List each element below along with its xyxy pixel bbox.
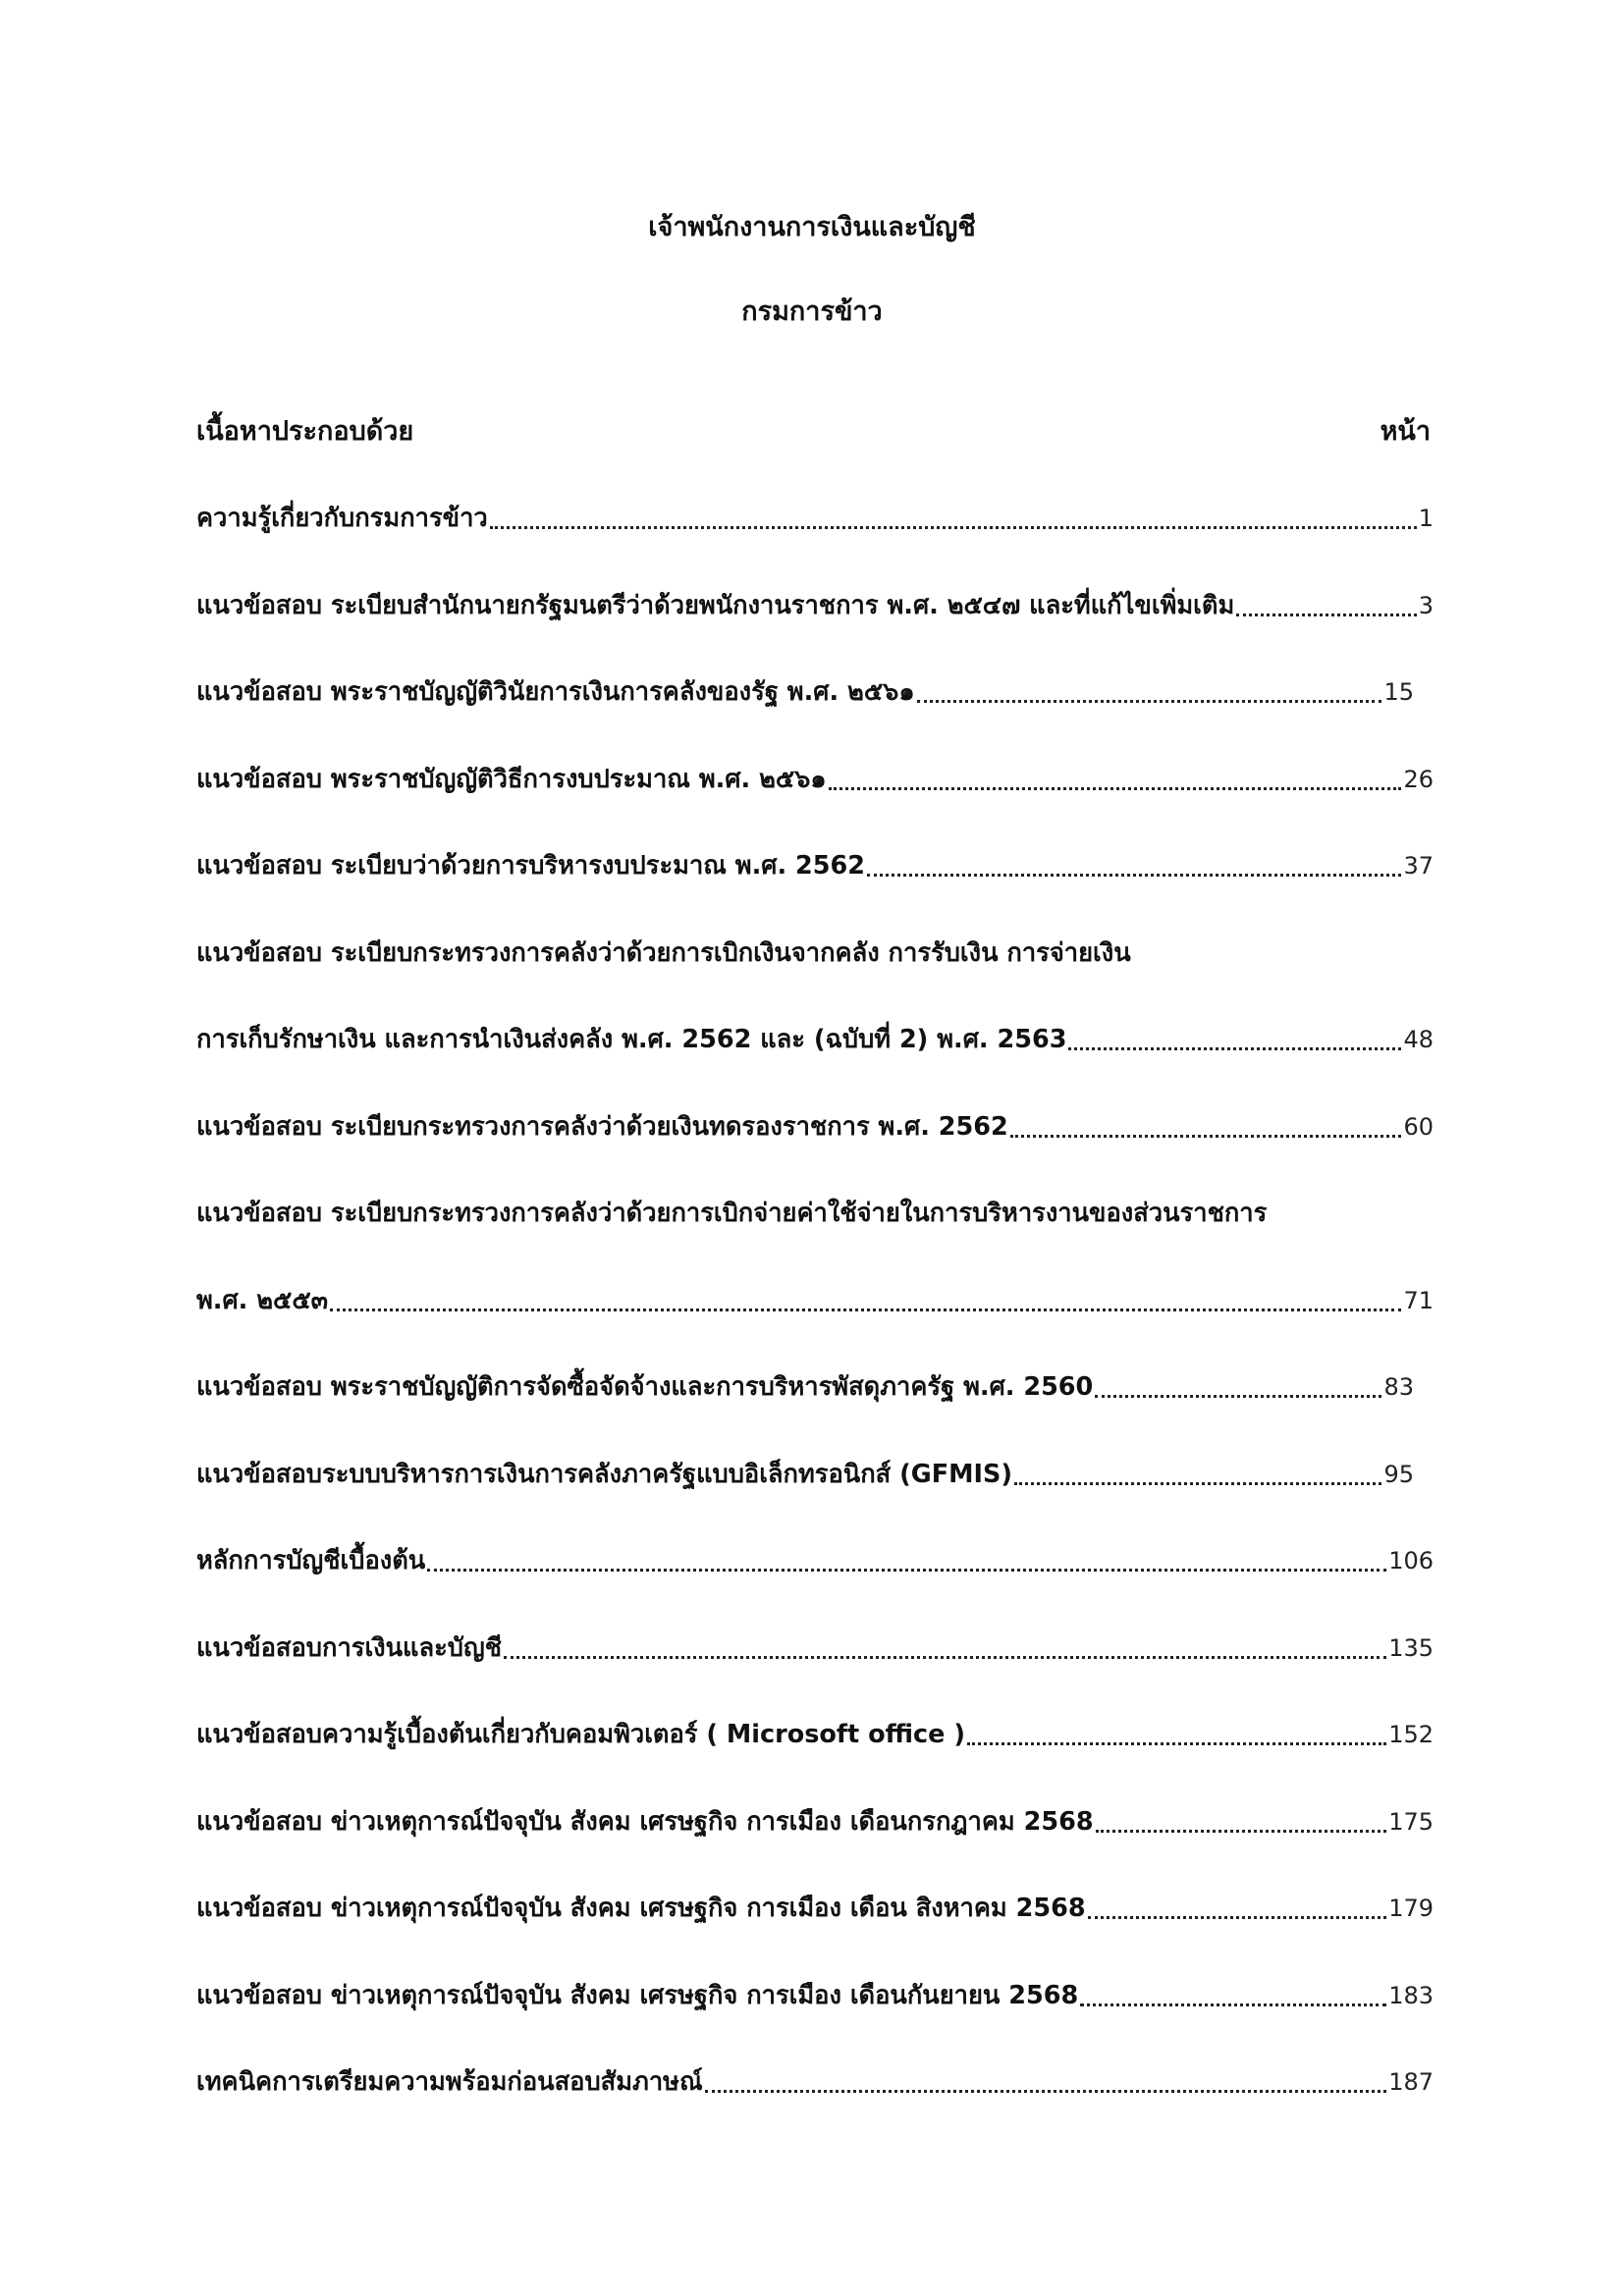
toc-entry-page: 175 [1388, 1807, 1434, 1836]
dot-leader [1094, 1802, 1389, 1842]
dot-leader [915, 672, 1384, 712]
toc-entry[interactable] [196, 1715, 1434, 1802]
toc-entry-page: 3 [1418, 591, 1434, 619]
toc-entry-page: 106 [1388, 1547, 1434, 1575]
toc-entry-label: หลักการบัญชีเบื้องต้น [196, 1546, 426, 1575]
toc-entry[interactable] [196, 1020, 1434, 1107]
toc-entry-page: 152 [1388, 1721, 1434, 1748]
toc-entry[interactable] [196, 760, 1434, 847]
document-title: เจ้าพนักงานการเงินและบัญชี [648, 212, 976, 242]
toc-entry[interactable] [196, 672, 1414, 760]
toc-heading: เนื้อหาประกอบด้วย [196, 416, 414, 447]
toc-entry-label: แนวข้อสอบ พระราชบัญญัติการจัดซื้อจัดจ้างและการบริหารพัสดุภาครัฐ พ.ศ. 2560 [196, 1372, 1094, 1402]
toc-entry-page: 26 [1403, 765, 1434, 793]
dot-leader [1093, 1367, 1383, 1407]
toc-entry-label: แนวข้อสอบการเงินและบัญชี [196, 1632, 503, 1663]
toc-entry-label: แนวข้อสอบ พระราชบัญญัติวินัยการเงินการคลังของรัฐ พ.ศ. ๒๕๖๑ [196, 677, 915, 707]
toc-entry-page: 83 [1383, 1373, 1414, 1401]
toc-entry-page: 179 [1388, 1895, 1434, 1922]
toc-entry-page: 135 [1388, 1633, 1434, 1662]
toc-entry-page: 48 [1403, 1026, 1434, 1053]
dot-leader [1086, 1889, 1389, 1928]
toc-entry[interactable] [196, 499, 1434, 586]
toc-entry-label: ความรู้เกี่ยวกับกรมการข้าว [196, 504, 488, 533]
toc-entry-label: แนวข้อสอบ ระเบียบกระทรวงการคลังว่าด้วยเงินทดรองราชการ พ.ศ. 2562 [196, 1111, 1008, 1142]
dot-leader [1234, 586, 1418, 625]
dot-leader [1008, 1107, 1404, 1147]
toc-entry-label: พ.ศ. ๒๕๕๓ [196, 1285, 329, 1315]
toc-entry[interactable] [196, 1889, 1434, 1976]
document-subtitle: กรมการข้าว [741, 296, 883, 327]
toc-entry-label: แนวข้อสอบ ระเบียบสำนักนายกรัฐมนตรีว่าด้วยพนักงานราชการ พ.ศ. ๒๕๔๗ และที่แก้ไขเพิ่มเติม [196, 590, 1235, 620]
toc-entry-label: เทคนิคการเตรียมความพร้อมก่อนสอบสัมภาษณ์ [196, 2067, 703, 2097]
toc-entry-page: 60 [1403, 1112, 1434, 1141]
dot-leader [1078, 1976, 1388, 2015]
page-column-heading: หน้า [1380, 416, 1431, 447]
toc-entry[interactable] [196, 1976, 1434, 2063]
toc-entry[interactable] [196, 2062, 1434, 2150]
toc-entry[interactable] [196, 1455, 1414, 1542]
dot-leader [965, 1715, 1388, 1754]
dot-leader [865, 846, 1403, 885]
toc-entry-label: แนวข้อสอบ ระเบียบกระทรวงการคลังว่าด้วยการเบิกจ่ายค่าใช้จ่ายในการบริหารงานของส่วนราชการ [196, 1199, 1268, 1228]
dot-leader [827, 760, 1404, 799]
toc-entry-page: 37 [1403, 852, 1434, 880]
toc-header [196, 412, 1431, 452]
toc-entry[interactable] [196, 846, 1434, 934]
dot-leader [425, 1541, 1388, 1580]
toc-entry-wrapped-line[interactable] [196, 1194, 1434, 1281]
toc-entry-label: แนวข้อสอบ ข่าวเหตุการณ์ปัจจุบัน สังคม เศรษฐกิจ การเมือง เดือนกรกฎาคม 2568 [196, 1806, 1094, 1837]
toc-entry-label: แนวข้อสอบ ระเบียบว่าด้วยการบริหารงบประมาณ พ.ศ. 2562 [196, 851, 866, 881]
toc-entry-label: แนวข้อสอบ ระเบียบกระทรวงการคลังว่าด้วยการเบิกเงินจากคลัง การรับเงิน การจ่ายเงิน [196, 937, 1131, 968]
dot-leader [1012, 1455, 1383, 1494]
toc-entry[interactable] [196, 1367, 1414, 1455]
toc-entry-label: แนวข้อสอบระบบบริหารการเงินการคลังภาครัฐแบบอิเล็กทรอนิกส์ (GFMIS) [196, 1459, 1012, 1489]
toc-entry[interactable] [196, 1802, 1434, 1890]
dot-leader [502, 1629, 1388, 1668]
toc-entry-page: 183 [1388, 1981, 1434, 2009]
toc-entry-page: 15 [1383, 678, 1414, 706]
toc-entry-wrapped-line[interactable] [196, 934, 1434, 1021]
toc-entry-label: แนวข้อสอบ ข่าวเหตุการณ์ปัจจุบัน สังคม เศรษฐกิจ การเมือง เดือนกันยายน 2568 [196, 1980, 1079, 2010]
toc-entry-page: 187 [1388, 2068, 1434, 2096]
toc-entry[interactable] [196, 586, 1434, 673]
toc-entry-label: แนวข้อสอบ พระราชบัญญัติวิธีการงบประมาณ พ.ศ. ๒๕๖๑ [196, 764, 827, 794]
toc-entry-label: แนวข้อสอบความรู้เบื้องต้นเกี่ยวกับคอมพิวเตอร์ ( Microsoft office ) [196, 1720, 965, 1749]
dot-leader [703, 2062, 1389, 2102]
toc-entry-page: 71 [1403, 1286, 1434, 1314]
toc-entry[interactable] [196, 1107, 1434, 1195]
toc-entry[interactable] [196, 1281, 1434, 1368]
toc-entry-label: การเก็บรักษาเงิน และการนำเงินส่งคลัง พ.ศ. 2562 และ (ฉบับที่ 2) พ.ศ. 2563 [196, 1025, 1067, 1054]
dot-leader [488, 499, 1419, 538]
dot-leader [328, 1281, 1403, 1320]
toc-entry-page: 95 [1383, 1460, 1414, 1488]
toc-entry[interactable] [196, 1629, 1434, 1716]
table-of-contents [196, 499, 1434, 2150]
toc-entry-label: แนวข้อสอบ ข่าวเหตุการณ์ปัจจุบัน สังคม เศรษฐกิจ การเมือง เดือน สิงหาคม 2568 [196, 1894, 1086, 1923]
dot-leader [1066, 1020, 1403, 1059]
toc-entry[interactable] [196, 1541, 1434, 1629]
toc-entry-page: 1 [1418, 505, 1434, 532]
